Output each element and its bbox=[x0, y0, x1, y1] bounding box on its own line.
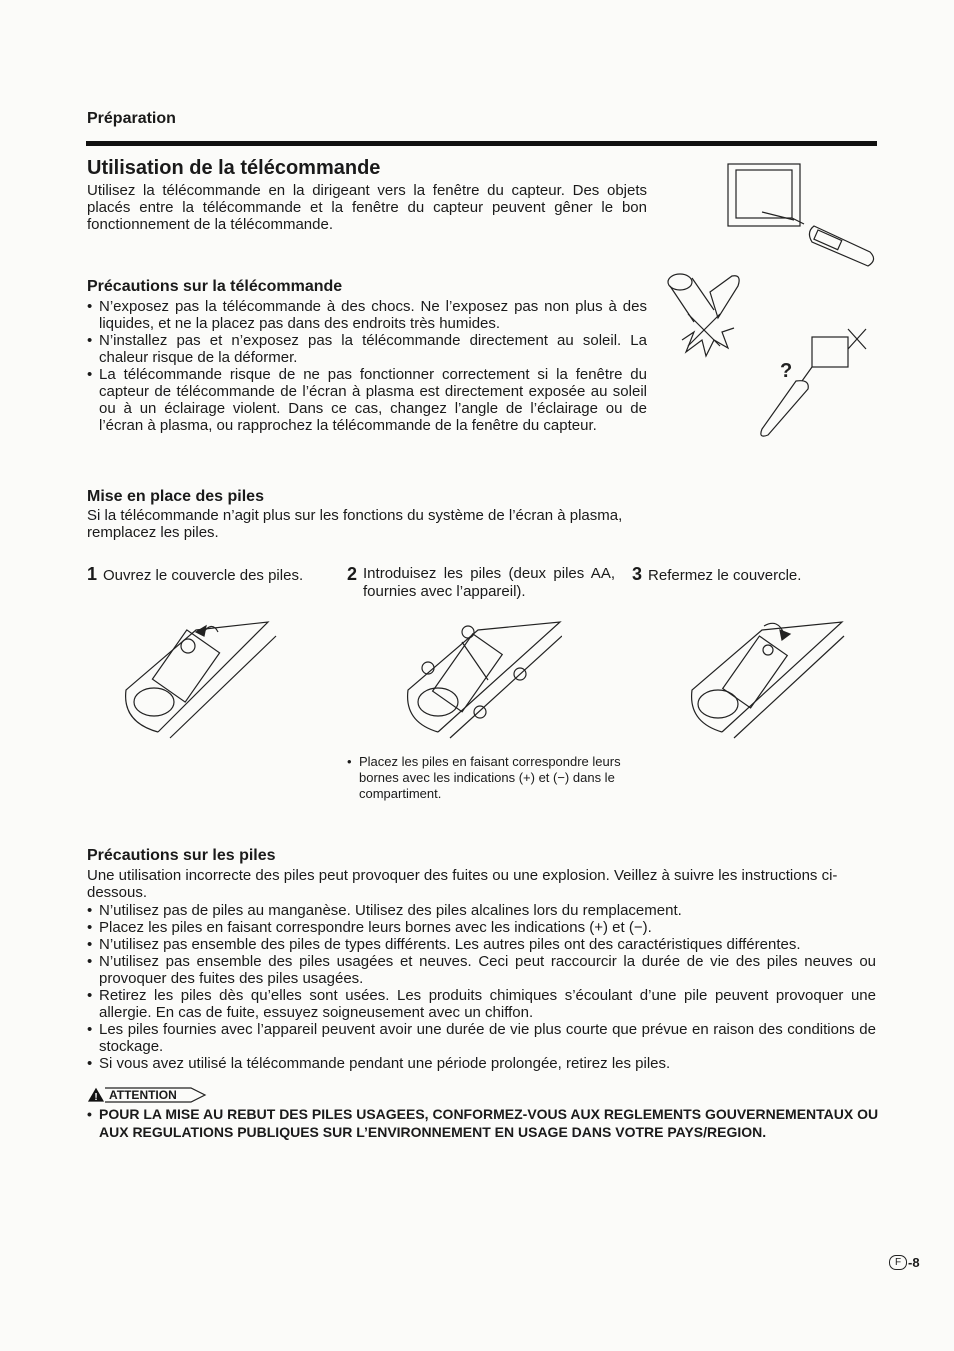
list-item: • La télécommande risque de ne pas fonctionner correctement si la fenêtre du capteur de télécommande de l’écran à plasma est directement exposée au soleil ou à un éclairage violent. Dans ce cas, changez l’angle de l’éclairage ou de l’écran à plasma, ou rapprochez la télécommande de la fenêtre du capteur. bbox=[87, 366, 647, 434]
list-item: • Placez les piles en faisant correspondre leurs bornes avec les indications (+) et (−). bbox=[87, 919, 876, 936]
step-1 bbox=[87, 565, 337, 585]
remote-precautions-list bbox=[87, 298, 647, 434]
step-1-illustration bbox=[118, 612, 278, 742]
step-3-illustration bbox=[686, 612, 846, 742]
step-number: 1 bbox=[87, 564, 98, 584]
battery-precautions-intro: Une utilisation incorrecte des piles peut provoquer des fuites ou une explosion. Veillez à suivre les instructions ci-dessous. bbox=[87, 867, 838, 901]
remote-precautions-heading: Précautions sur la télécommande bbox=[87, 278, 343, 295]
list-item: • Retirez les piles dès qu’elles sont usées. Les produits chimiques s’écoulant d’une pile peuvent provoquer une allergie. En cas de fuite, essuyez soigneusement avec un chiffon. bbox=[87, 987, 876, 1021]
battery-install-heading: Mise en place des piles bbox=[87, 488, 264, 505]
list-item: • N’exposez pas la télécommande à des chocs. Ne l’exposez pas non plus à des liquides, et ne la placez pas dans des endroits très humides. bbox=[87, 298, 647, 332]
attention-text: • POUR LA MISE AU REBUT DES PILES USAGEES, CONFORMEZ-VOUS AUX REGLEMENTS GOUVERNEMENTAUX OU AUX REGULATIONS PUBLIQUES SUR L’ENVIRONNEMENT EN USAGE DANS VOTRE PAYS/REGION. bbox=[87, 1106, 879, 1140]
remote-sunlight-illustration bbox=[752, 325, 874, 443]
step-2-illustration bbox=[402, 612, 562, 742]
list-item: • N’utilisez pas ensemble des piles usagées et neuves. Ceci peut raccourcir la durée de vie des piles neuves ou provoquer des fuites des piles usagées. bbox=[87, 953, 876, 987]
step-3 bbox=[632, 565, 882, 585]
step-text: Refermez le couvercle. bbox=[648, 567, 802, 584]
step-number: 2 bbox=[347, 564, 358, 584]
list-item: • N’utilisez pas ensemble des piles de types différents. Les autres piles ont des caractéristiques différentes. bbox=[87, 936, 876, 953]
list-item: • N’utilisez pas de piles au manganèse. Utilisez des piles alcalines lors du remplacement. bbox=[87, 902, 876, 919]
page-number-text: -8 bbox=[908, 1255, 920, 1270]
attention-label: ATTENTION bbox=[109, 1088, 177, 1102]
header-rule bbox=[86, 141, 877, 146]
battery-precautions-list bbox=[87, 902, 876, 1072]
list-item: • N’installez pas et n’exposez pas la télécommande directement au soleil. La chaleur risque de la déformer. bbox=[87, 332, 647, 366]
tv-remote-illustration bbox=[722, 160, 880, 278]
page-number bbox=[889, 1255, 920, 1270]
step-text: Introduisez les piles (deux piles AA, fournies avec l’appareil). bbox=[363, 565, 615, 600]
remote-liquid-shock-illustration bbox=[664, 270, 756, 358]
note-text: Placez les piles en faisant correspondre leurs bornes avec les indications (+) et (−) dans le compartiment. bbox=[359, 754, 621, 801]
language-mark: F bbox=[889, 1255, 907, 1270]
step-number: 3 bbox=[632, 564, 643, 584]
list-item: • Si vous avez utilisé la télécommande pendant une période prolongée, retirez les piles. bbox=[87, 1055, 876, 1072]
step-text: Ouvrez le couvercle des piles. bbox=[103, 567, 304, 584]
attention-badge bbox=[87, 1087, 211, 1103]
intro-text: Utilisez la télécommande en la dirigeant vers la fenêtre du capteur. Des objets placés entre la télécommande et la fenêtre du capteur peuvent gêner le bon fonctionnement de la télécommande. bbox=[87, 182, 647, 233]
step-2 bbox=[347, 565, 615, 601]
svg-text:?: ? bbox=[780, 360, 793, 382]
battery-polarity-note: • Placez les piles en faisant correspondre leurs bornes avec les indications (+) et (−) dans le compartiment. bbox=[347, 754, 621, 801]
battery-precautions-heading: Précautions sur les piles bbox=[87, 847, 276, 864]
list-item: • Les piles fournies avec l’appareil peuvent avoir une durée de vie plus courte que prévue en raison des conditions de stockage. bbox=[87, 1021, 876, 1055]
svg-text:!: ! bbox=[94, 1092, 98, 1103]
attention-message: POUR LA MISE AU REBUT DES PILES USAGEES, CONFORMEZ-VOUS AUX REGLEMENTS GOUVERNEMENTAUX OU AUX REGULATIONS PUBLIQUES SUR L’ENVIRONNEMENT EN USAGE DANS VOTRE PAYS/REGION. bbox=[99, 1106, 879, 1140]
section-label: Préparation bbox=[87, 110, 176, 127]
page-title: Utilisation de la télécommande bbox=[87, 157, 381, 179]
battery-install-text: Si la télécommande n’agit plus sur les fonctions du système de l’écran à plasma, remplacez les piles. bbox=[87, 507, 623, 541]
